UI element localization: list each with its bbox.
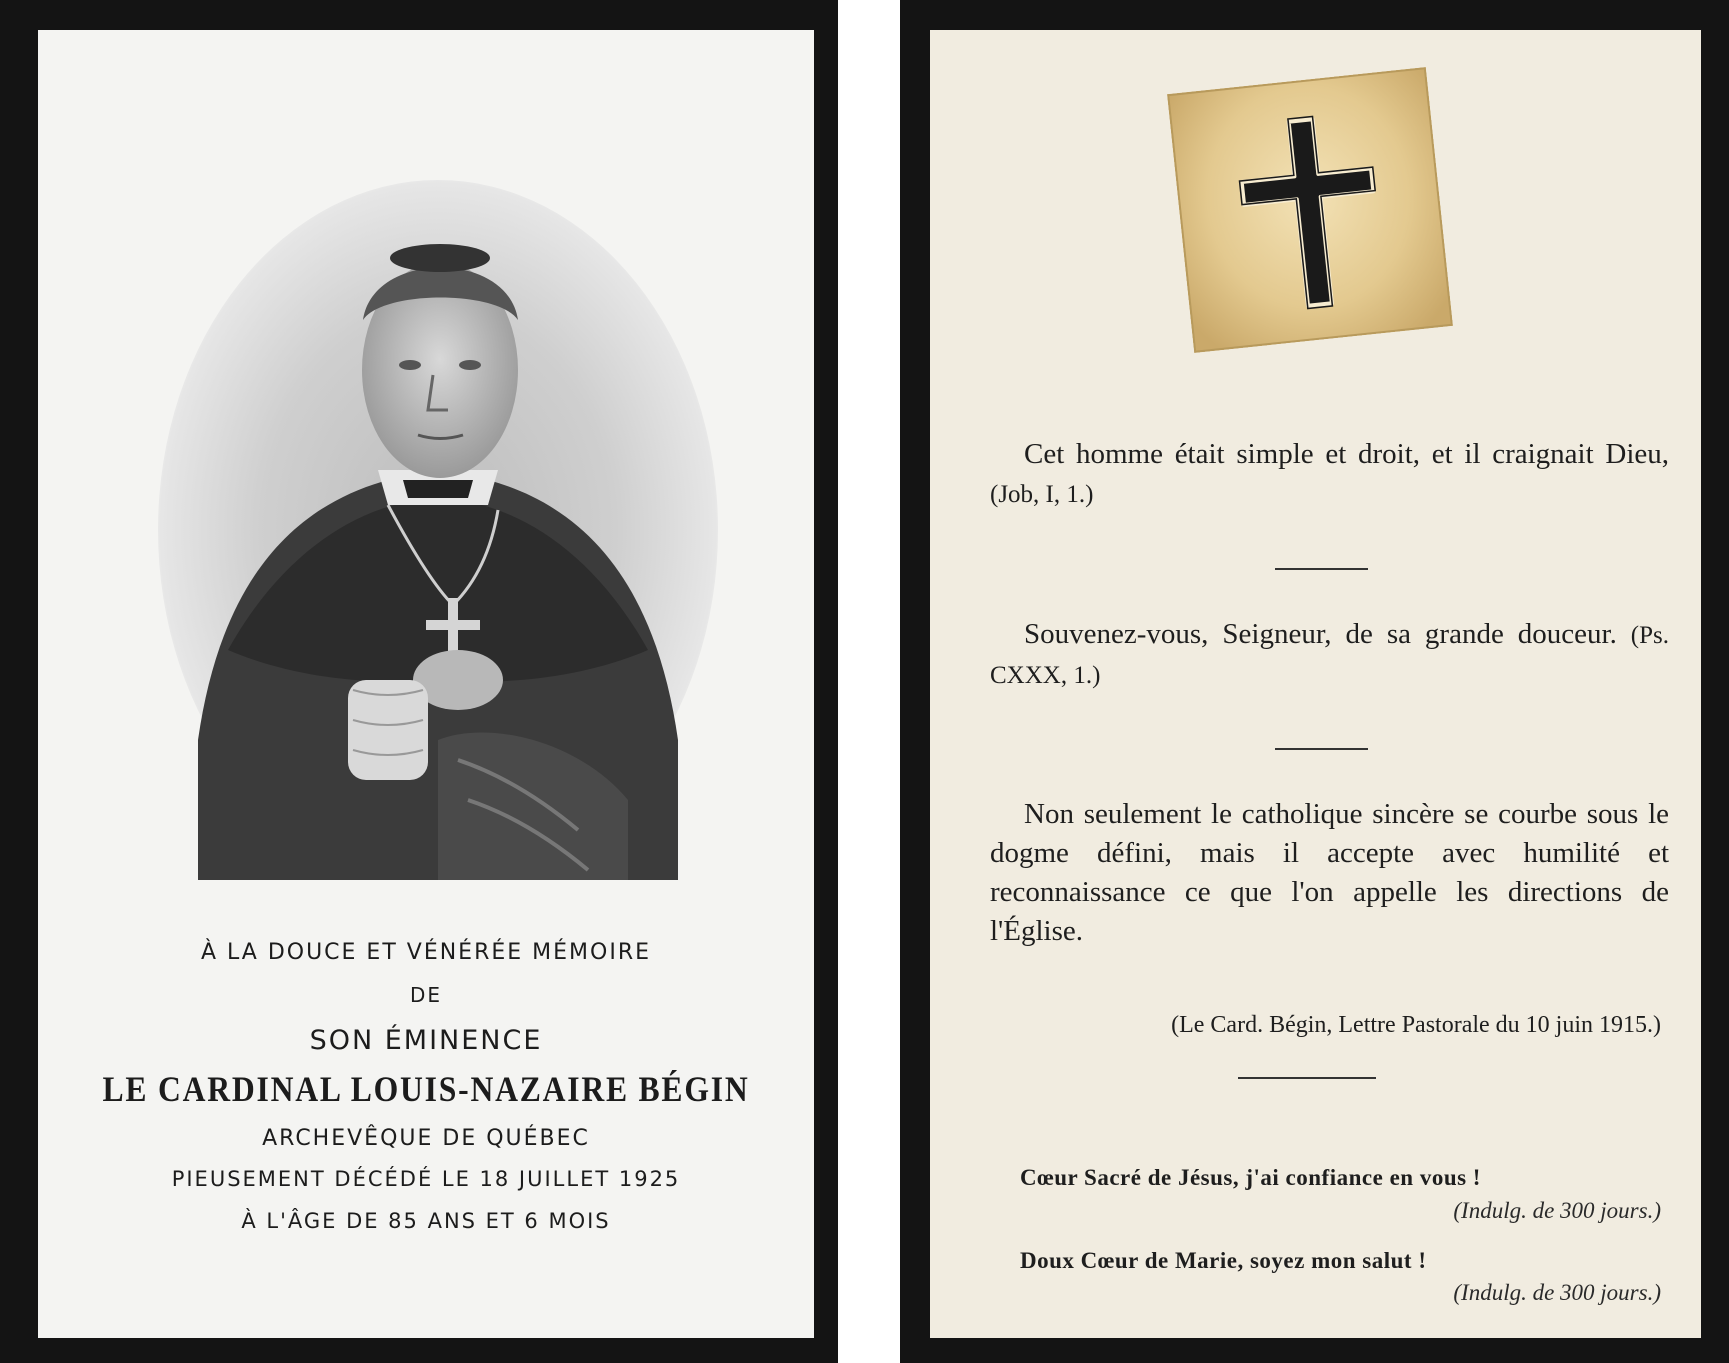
quote-pastoral — [990, 795, 1669, 951]
cardinal-portrait — [158, 180, 718, 880]
age-line: À L'ÂGE DE 85 ANS ET 6 MOIS — [241, 1209, 611, 1233]
divider — [1238, 1077, 1376, 1079]
quote-job-ref: (Job, I, 1.) — [990, 481, 1094, 508]
portrait-illustration — [158, 180, 718, 880]
quote-job — [990, 435, 1669, 514]
quote-pastoral-text: Non seulement le catholique sincère se courbe sous le dogme défini, mais il accepte avec humilité et reconnaissance ce que l'on appelle les directions de l'Église. — [990, 798, 1669, 947]
prayer-mary: Doux Cœur de Marie, soyez mon salut ! — [1020, 1248, 1427, 1273]
divider — [1275, 568, 1368, 570]
pastoral-citation: (Le Card. Bégin, Lettre Pastorale du 10 juin 1915.) — [1171, 1012, 1661, 1038]
memorial-card-front — [0, 0, 838, 1363]
memorial-card-back — [900, 0, 1729, 1363]
indulgence-note: (Indulg. de 300 jours.) — [1453, 1198, 1661, 1223]
memorial-inscription — [38, 940, 814, 1233]
de-line: DE — [409, 983, 443, 1007]
card-front-paper — [38, 30, 814, 1338]
latin-cross-icon — [1167, 67, 1453, 353]
quote-psalm-ref: (Ps. CXXX, 1.) — [990, 622, 1670, 689]
quote-psalm-text: Souvenez-vous, Seigneur, de sa grande douceur. — [1024, 618, 1617, 650]
quote-psalm — [990, 615, 1669, 695]
prayer-sacred-heart: Cœur Sacré de Jésus, j'ai confiance en vous ! — [1020, 1165, 1481, 1190]
title-line: SON ÉMINENCE — [309, 1025, 543, 1056]
name-line: LE CARDINAL LOUIS-NAZAIRE BÉGIN — [102, 1069, 750, 1109]
divider — [1275, 748, 1368, 750]
memory-line: À LA DOUCE ET VÉNÉRÉE MÉMOIRE — [200, 940, 652, 965]
cross-patch — [1167, 67, 1453, 353]
indulgence-note: (Indulg. de 300 jours.) — [1453, 1280, 1661, 1305]
quote-job-text: Cet homme était simple et droit, et il craignait Dieu, — [1024, 438, 1669, 470]
office-line: ARCHEVÊQUE DE QUÉBEC — [262, 1126, 590, 1151]
card-back-paper — [930, 30, 1701, 1338]
deceased-line: PIEUSEMENT DÉCÉDÉ LE 18 JUILLET 1925 — [171, 1167, 681, 1191]
